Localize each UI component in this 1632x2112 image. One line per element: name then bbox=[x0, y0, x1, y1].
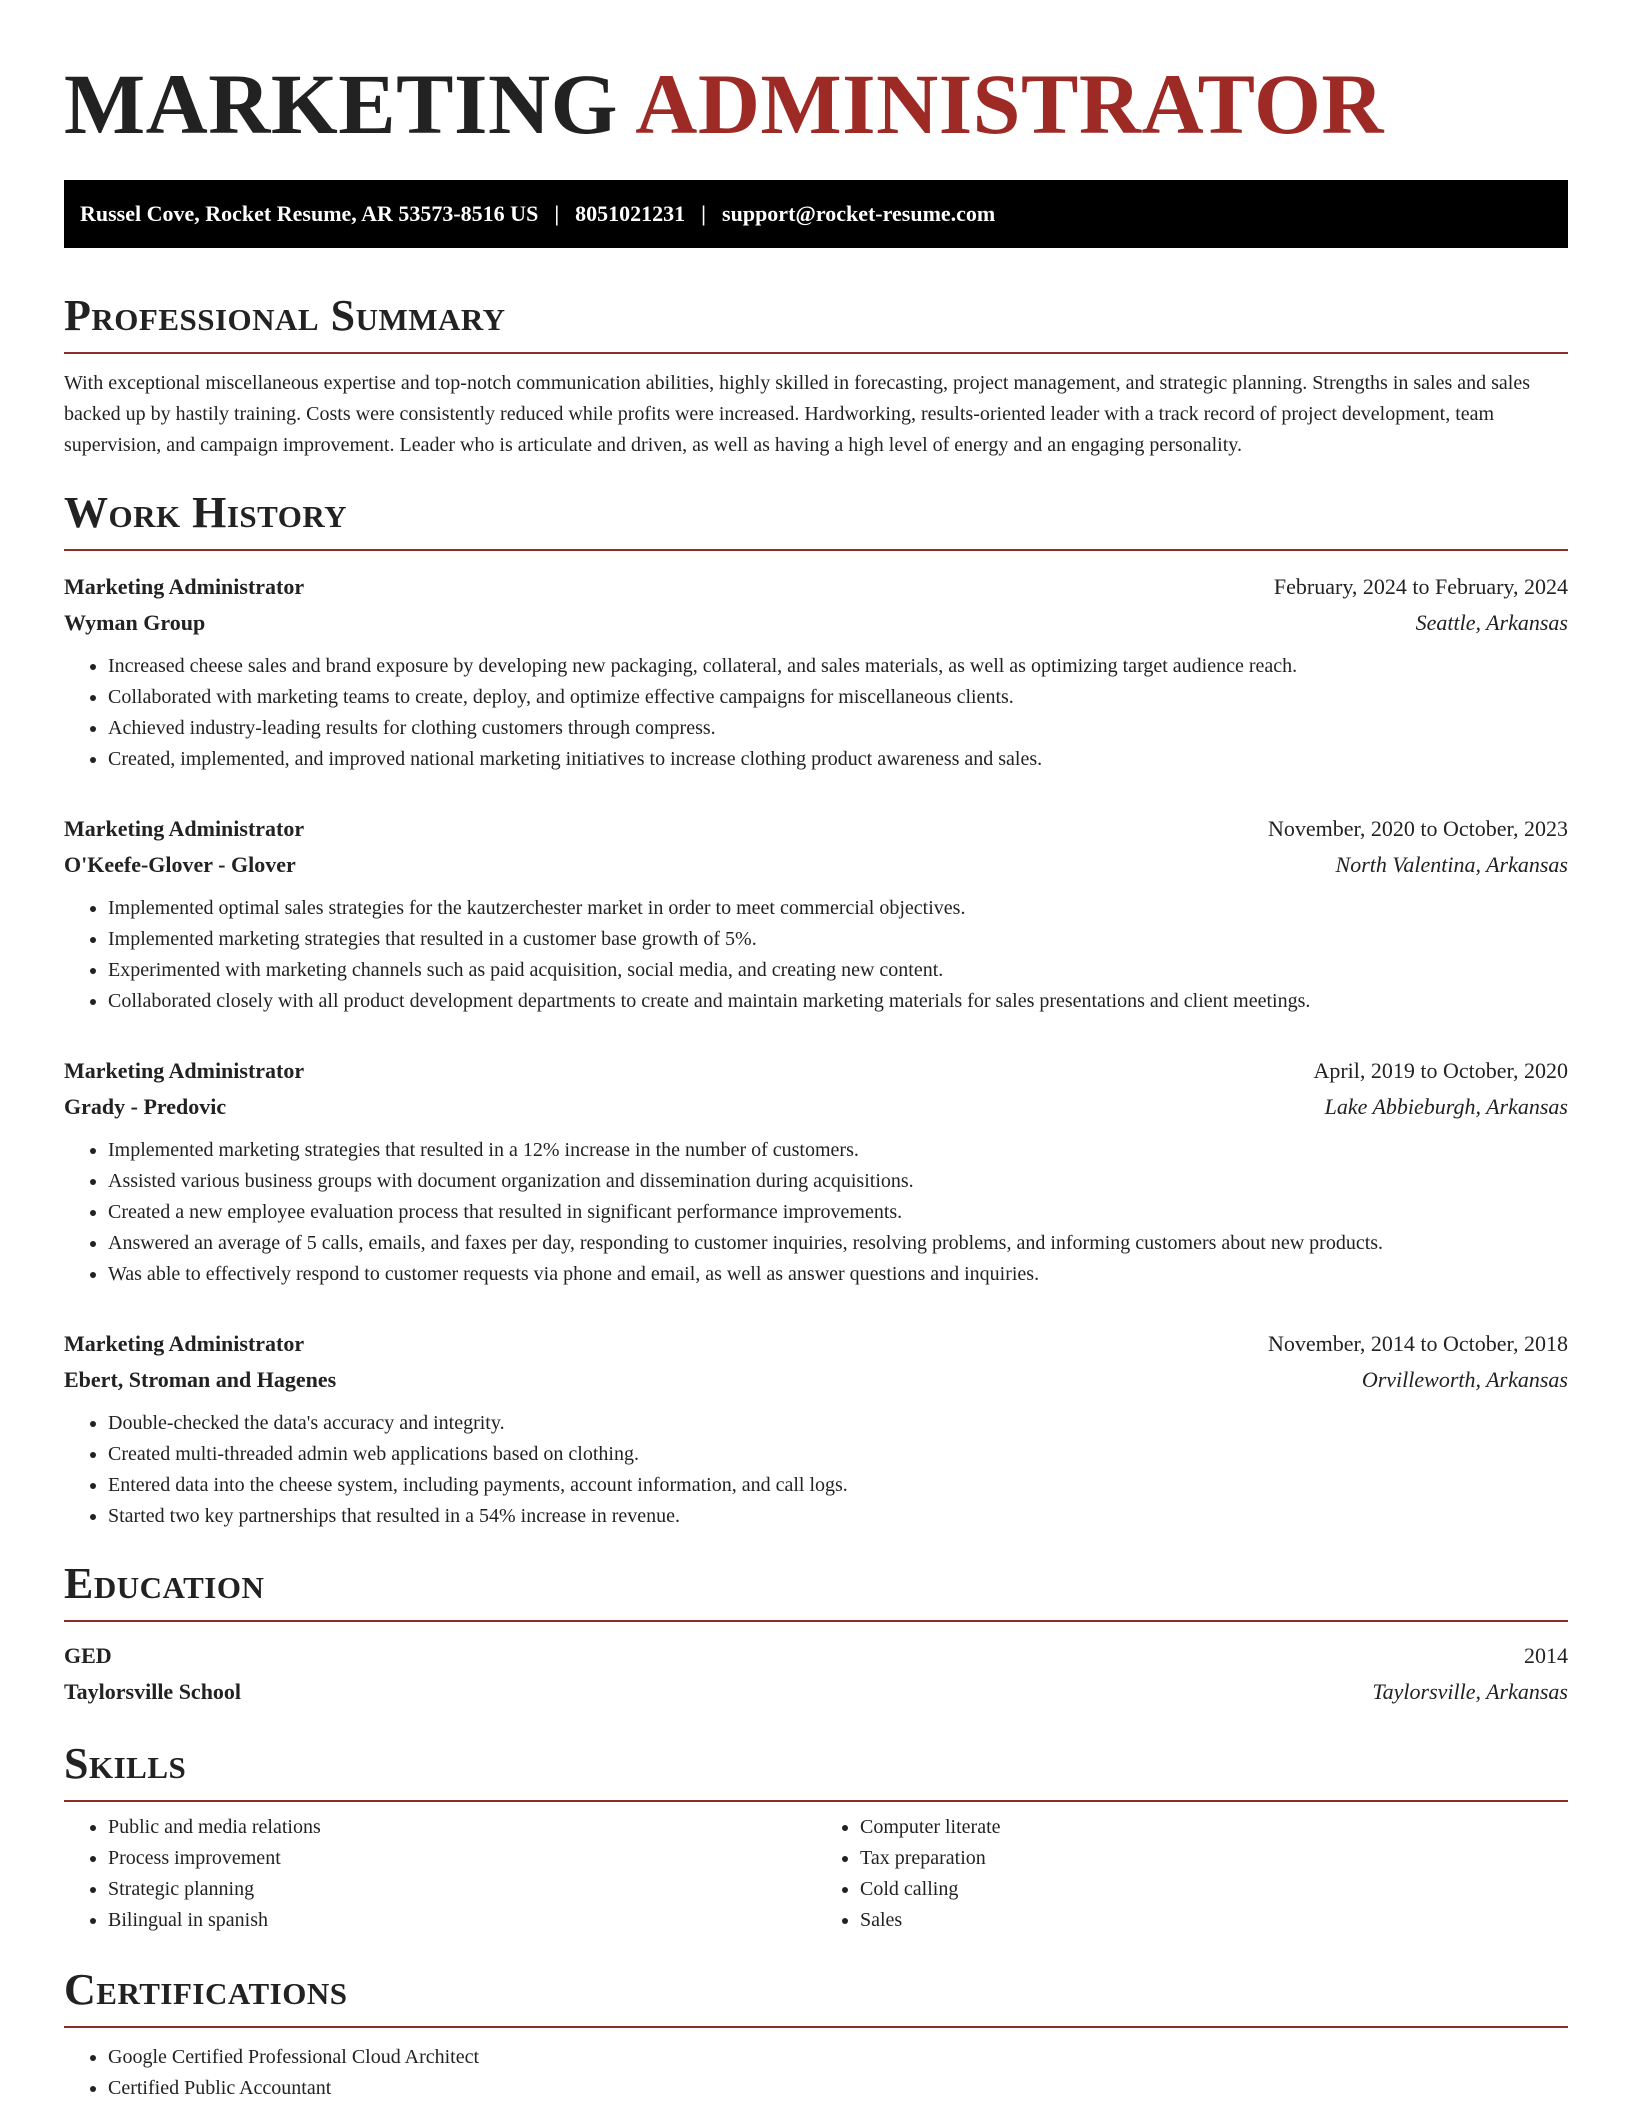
skill-item: • Public and media relations bbox=[108, 1812, 816, 1843]
contact-separator: | bbox=[701, 201, 707, 226]
skill-item: • Computer literate bbox=[860, 1812, 1568, 1843]
name-last: ADMINISTRATOR bbox=[635, 56, 1384, 152]
education-heading: Education bbox=[64, 1559, 265, 1608]
skill-item: • Cold calling bbox=[860, 1874, 1568, 1905]
section-divider bbox=[64, 1620, 1568, 1622]
section-divider bbox=[64, 549, 1568, 551]
job-company: Ebert, Stroman and Hagenes bbox=[64, 1367, 337, 1392]
certification-item: • Certified Public Accountant bbox=[108, 2073, 1568, 2104]
job-bullet: • Increased cheese sales and brand exposure by developing new packaging, collateral, and sales materials, as well as optimizing target audience reach. bbox=[108, 651, 1568, 682]
job-bullets bbox=[64, 651, 1568, 775]
job-entry bbox=[64, 1053, 1568, 1290]
education-degree: GED bbox=[64, 1643, 112, 1668]
skill-item: • Process improvement bbox=[108, 1843, 816, 1874]
job-bullet: • Double-checked the data's accuracy and integrity. bbox=[108, 1408, 1568, 1439]
job-role: Marketing Administrator bbox=[64, 1331, 305, 1356]
job-company: Grady - Predovic bbox=[64, 1094, 227, 1119]
skills-section bbox=[64, 1738, 1568, 1936]
certifications-heading: Certifications bbox=[64, 1965, 348, 2014]
job-role: Marketing Administrator bbox=[64, 574, 305, 599]
job-bullet: • Created, implemented, and improved national marketing initiatives to increase clothing product awareness and sales. bbox=[108, 744, 1568, 775]
job-bullet: • Implemented marketing strategies that resulted in a customer base growth of 5%. bbox=[108, 924, 1568, 955]
summary-heading: Professional Summary bbox=[64, 291, 506, 340]
education-school: Taylorsville School bbox=[64, 1679, 242, 1704]
job-bullet: • Collaborated closely with all product development departments to create and maintain marketing materials for sales presentations and client meetings. bbox=[108, 986, 1568, 1017]
skills-list-left bbox=[64, 1812, 816, 1936]
job-bullet: • Implemented marketing strategies that resulted in a 12% increase in the number of customers. bbox=[108, 1135, 1568, 1166]
job-bullets bbox=[64, 1135, 1568, 1290]
job-dates: November, 2020 to October, 2023 bbox=[1267, 816, 1568, 841]
work-history-heading: Work History bbox=[64, 488, 348, 537]
education-year: 2014 bbox=[1524, 1643, 1568, 1668]
job-bullet: • Created multi-threaded admin web applications based on clothing. bbox=[108, 1439, 1568, 1470]
job-bullet: • Assisted various business groups with document organization and dissemination during acquisitions. bbox=[108, 1166, 1568, 1197]
education-section bbox=[64, 1558, 1568, 1710]
certifications-section bbox=[64, 1964, 1568, 2104]
summary-section bbox=[64, 290, 1568, 461]
education-entry bbox=[64, 1638, 1568, 1710]
resume-name bbox=[64, 0, 1568, 152]
job-location: Lake Abbieburgh, Arkansas bbox=[1324, 1094, 1568, 1119]
job-role: Marketing Administrator bbox=[64, 1058, 305, 1083]
section-divider bbox=[64, 352, 1568, 354]
job-location: Seattle, Arkansas bbox=[1415, 610, 1568, 635]
job-company: Wyman Group bbox=[64, 610, 206, 635]
job-entry bbox=[64, 1326, 1568, 1532]
work-history-section bbox=[64, 487, 1568, 1532]
contact-email: support@rocket-resume.com bbox=[722, 201, 996, 226]
job-bullets bbox=[64, 893, 1568, 1017]
job-bullet: • Was able to effectively respond to customer requests via phone and email, as well as answer questions and inquiries. bbox=[108, 1259, 1568, 1290]
job-role: Marketing Administrator bbox=[64, 816, 305, 841]
section-divider bbox=[64, 1800, 1568, 1802]
job-bullet: • Implemented optimal sales strategies for the kautzerchester market in order to meet commercial objectives. bbox=[108, 893, 1568, 924]
education-location: Taylorsville, Arkansas bbox=[1372, 1679, 1568, 1704]
job-bullet: • Collaborated with marketing teams to create, deploy, and optimize effective campaigns for miscellaneous clients. bbox=[108, 682, 1568, 713]
job-dates: November, 2014 to October, 2018 bbox=[1267, 1331, 1568, 1356]
job-bullet: • Started two key partnerships that resulted in a 54% increase in revenue. bbox=[108, 1501, 1568, 1532]
certifications-list bbox=[64, 2042, 1568, 2104]
job-dates: April, 2019 to October, 2020 bbox=[1313, 1058, 1568, 1083]
job-bullet: • Entered data into the cheese system, including payments, account information, and call logs. bbox=[108, 1470, 1568, 1501]
skill-item: • Strategic planning bbox=[108, 1874, 816, 1905]
job-entry bbox=[64, 569, 1568, 775]
skills-grid bbox=[64, 1812, 1568, 1936]
skill-item: • Bilingual in spanish bbox=[108, 1905, 816, 1936]
skills-heading: Skills bbox=[64, 1739, 187, 1788]
job-bullet: • Answered an average of 5 calls, emails, and faxes per day, responding to customer inquiries, resolving problems, and informing customers about new products. bbox=[108, 1228, 1568, 1259]
section-divider bbox=[64, 2026, 1568, 2028]
contact-bar bbox=[64, 180, 1568, 248]
job-bullet: • Created a new employee evaluation process that resulted in significant performance improvements. bbox=[108, 1197, 1568, 1228]
certification-item: • Google Certified Professional Cloud Architect bbox=[108, 2042, 1568, 2073]
skill-item: • Tax preparation bbox=[860, 1843, 1568, 1874]
job-location: Orvilleworth, Arkansas bbox=[1361, 1367, 1568, 1392]
job-company: O'Keefe-Glover - Glover bbox=[64, 852, 296, 877]
job-bullet: • Achieved industry-leading results for clothing customers through compress. bbox=[108, 713, 1568, 744]
skills-list-right bbox=[816, 1812, 1568, 1936]
job-dates: February, 2024 to February, 2024 bbox=[1273, 574, 1568, 599]
contact-address: Russel Cove, Rocket Resume, AR 53573-8516 US bbox=[80, 201, 539, 226]
job-entry bbox=[64, 811, 1568, 1017]
contact-phone: 8051021231 bbox=[575, 201, 686, 226]
job-bullet: • Experimented with marketing channels such as paid acquisition, social media, and creating new content. bbox=[108, 955, 1568, 986]
summary-text: With exceptional miscellaneous expertise and top-notch communication abilities, highly skilled in forecasting, project management, and strategic planning. Strengths in sales and sales backed up by hastily training. Costs were consistently reduced while profits were increased. Hardworking, results-oriented leader with a track record of project development, team supervision, and campaign improvement. Leader who is articulate and driven, as well as having a high level of energy and an engaging personality. bbox=[64, 372, 1531, 456]
skill-item: • Sales bbox=[860, 1905, 1568, 1936]
contact-separator: | bbox=[554, 201, 560, 226]
job-location: North Valentina, Arkansas bbox=[1335, 852, 1568, 877]
job-bullets bbox=[64, 1408, 1568, 1532]
name-first: MARKETING bbox=[64, 56, 618, 152]
